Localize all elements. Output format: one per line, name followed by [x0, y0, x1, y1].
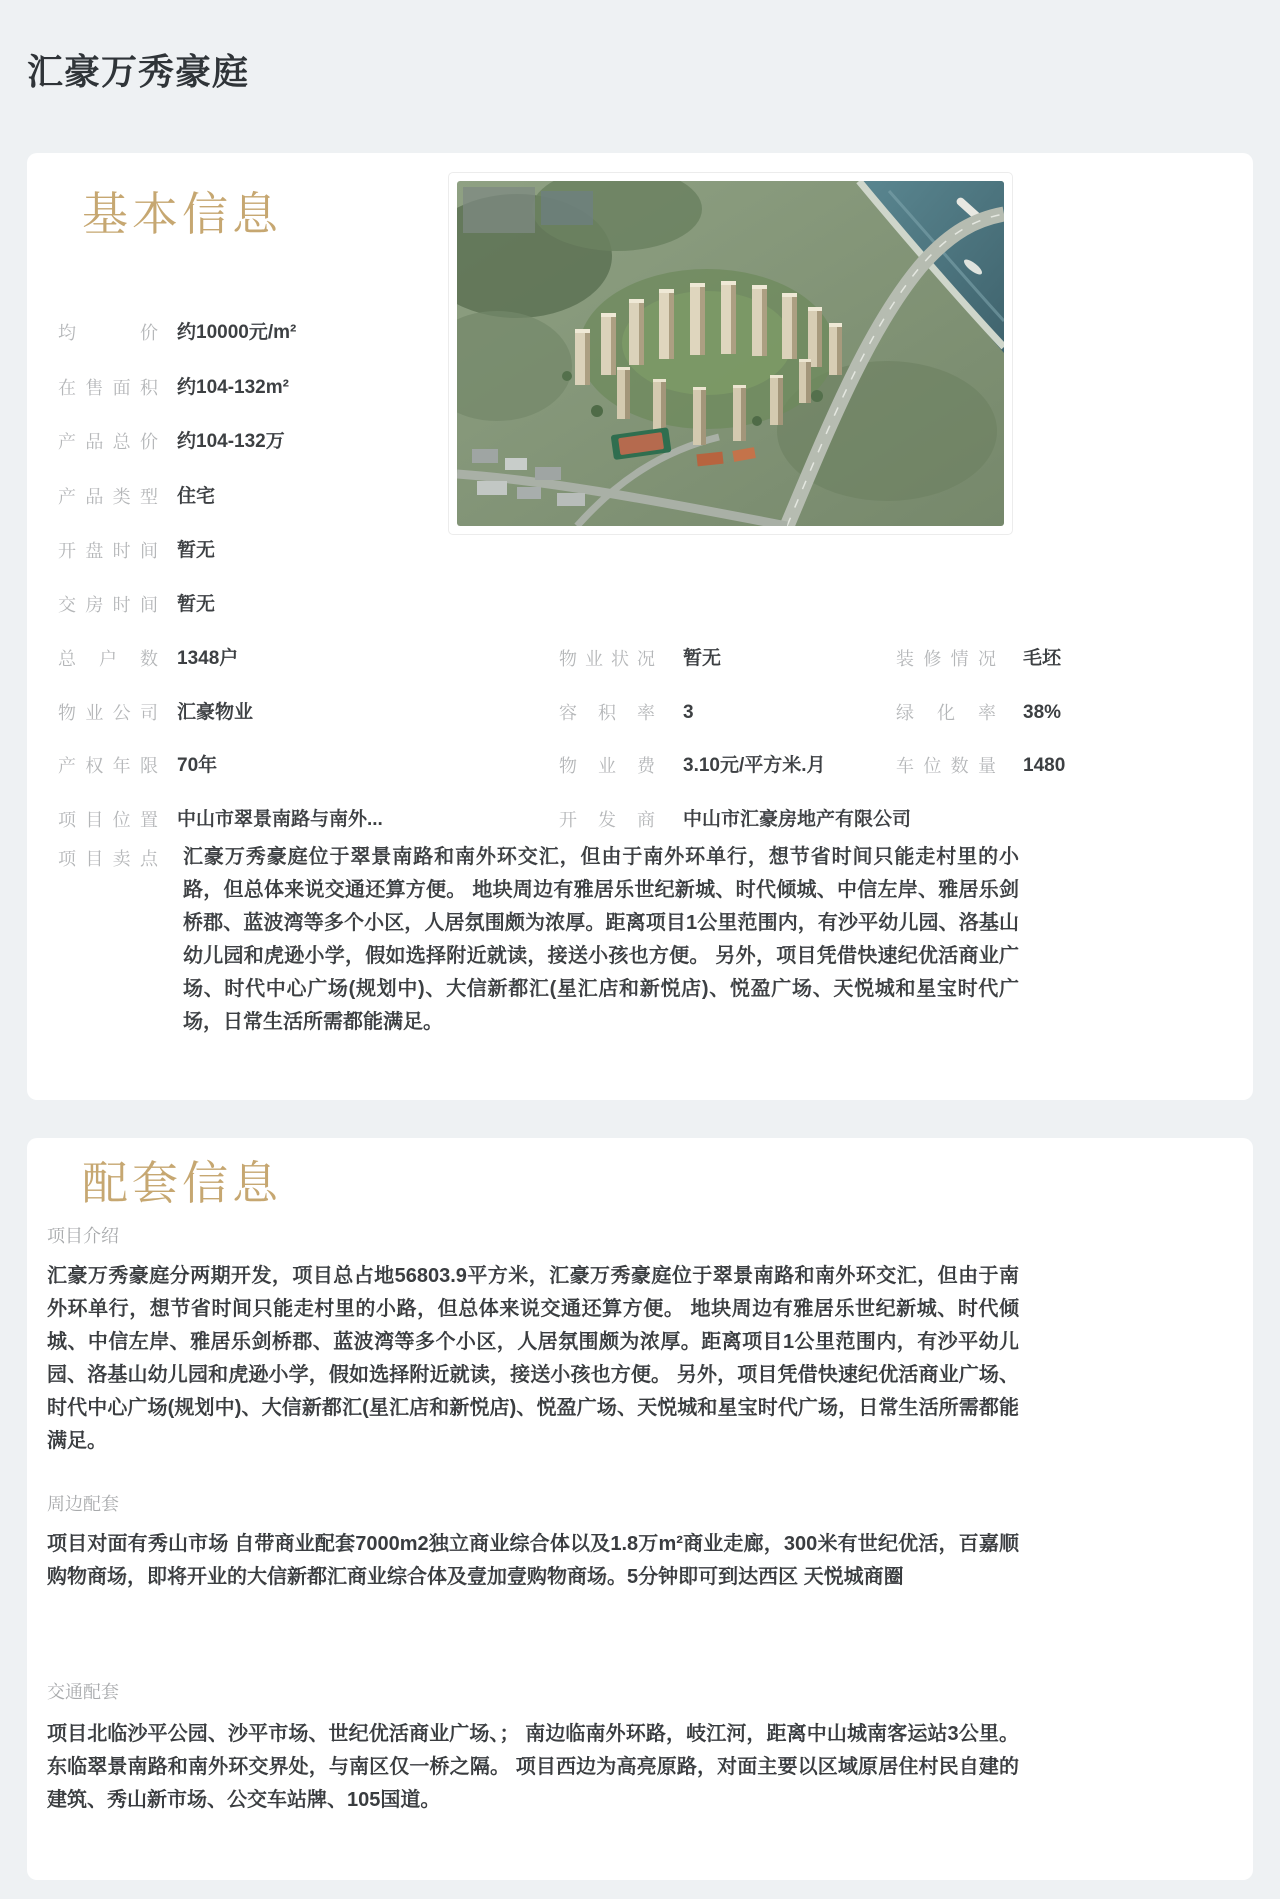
field-value-truncated[interactable]: 中山市翠景南路与南外... — [177, 809, 383, 830]
selling-point-text: 汇豪万秀豪庭位于翠景南路和南外环交汇，但由于南外环单行，想节省时间只能走村里的小路，但总体来说交通还算方便。 地块周边有雅居乐世纪新城、时代倾城、中信左岸、雅居乐剑桥郡、蓝波湾等多个小区，人居氛围颇为浓厚。距离项目1公里范围内，有沙平幼儿园、洛基山幼儿园和虎逊小学，假如选择附近就读，接送小孩也方便。 另外，项目凭借快速纪优活商业广场、时代中心广场(规划中)、大信新都汇(星汇店和新悦店)、悦盈广场、天悦城和星宝时代广场，日常生活所需都能满足。 — [183, 846, 1019, 1033]
table-row — [27, 429, 1253, 457]
field-label: 在售面积 — [58, 378, 158, 398]
block-label-surrounding: 周边配套 — [47, 1494, 119, 1514]
project-rendering-image[interactable] — [448, 172, 1013, 535]
field-label: 开盘时间 — [58, 541, 158, 561]
aerial-rendering-graphic — [457, 181, 1004, 526]
facility-section-title: 配套信息 — [82, 1157, 282, 1209]
field-label: 容积率 — [559, 703, 655, 723]
field-value: 70年 — [177, 755, 218, 776]
selling-point-label: 项目卖点 — [58, 849, 158, 869]
facility-info-card — [27, 1138, 1253, 1880]
table-row — [27, 807, 1253, 835]
field-value: 住宅 — [177, 486, 216, 507]
field-label: 车位数量 — [896, 756, 996, 776]
field-value: 38% — [1023, 702, 1062, 723]
field-label: 装修情况 — [896, 649, 996, 669]
table-row — [27, 538, 1253, 566]
field-label: 绿化率 — [896, 703, 996, 723]
block-label-project-intro: 项目介绍 — [47, 1226, 119, 1246]
page-title: 汇豪万秀豪庭 — [27, 51, 250, 93]
field-label: 交房时间 — [58, 595, 158, 615]
field-label: 总户数 — [58, 649, 158, 669]
field-label: 物业状况 — [559, 649, 655, 669]
field-value: 暂无 — [683, 648, 722, 669]
field-value: 1480 — [1023, 755, 1066, 776]
table-row — [27, 646, 1253, 674]
field-value: 汇豪物业 — [177, 702, 254, 723]
block-label-traffic: 交通配套 — [47, 1682, 119, 1702]
field-label: 项目位置 — [58, 810, 158, 830]
field-value: 1348户 — [177, 648, 239, 669]
field-value: 3 — [683, 702, 694, 723]
field-label: 均价 — [58, 323, 158, 343]
field-label: 物业公司 — [58, 703, 158, 723]
table-row — [27, 375, 1253, 403]
field-value: 约104-132m² — [177, 377, 289, 398]
field-label: 开发商 — [559, 810, 655, 830]
table-row — [27, 484, 1253, 512]
field-label: 产权年限 — [58, 756, 158, 776]
table-row — [27, 753, 1253, 781]
field-value: 中山市汇豪房地产有限公司 — [683, 809, 912, 830]
basic-section-title: 基本信息 — [82, 188, 282, 240]
table-row — [27, 320, 1253, 348]
field-value: 毛坯 — [1023, 648, 1062, 669]
table-row — [27, 700, 1253, 728]
field-value: 暂无 — [177, 594, 216, 615]
block-text-traffic: 项目北临沙平公园、沙平市场、世纪优活商业广场、； 南边临南外环路，岐江河，距离中山城南客运站3公里。 东临翠景南路和南外环交界处，与南区仅一桥之隔。 项目西边为高亮原路，对面主要以区域原居住村民自建的建筑、秀山新市场、公交车站牌、105国道。 — [47, 1723, 1019, 1811]
block-text-surrounding: 项目对面有秀山市场 自带商业配套7000m2独立商业综合体以及1.8万m²商业走廊，300米有世纪优活，百嘉顺购物商场，即将开业的大信新都汇商业综合体及壹加壹购物商场。5分钟即可到达西区 天悦城商圈 — [47, 1533, 1019, 1588]
field-label: 物业费 — [559, 756, 655, 776]
field-value: 暂无 — [177, 540, 216, 561]
basic-info-card — [27, 153, 1253, 1100]
field-label: 产品总价 — [58, 432, 158, 452]
block-text-project-intro: 汇豪万秀豪庭分两期开发，项目总占地56803.9平方米，汇豪万秀豪庭位于翠景南路和南外环交汇，但由于南外环单行，想节省时间只能走村里的小路，但总体来说交通还算方便。 地块周边有雅居乐世纪新城、时代倾城、中信左岸、雅居乐剑桥郡、蓝波湾等多个小区，人居氛围颇为浓厚。距离项目1公里范围内，有沙平幼儿园、洛基山幼儿园和虎逊小学，假如选择附近就读，接送小孩也方便。 另外，项目凭借快速纪优活商业广场、时代中心广场(规划中)、大信新都汇(星汇店和新悦店)、悦盈广场、天悦城和星宝时代广场，日常生活所需都能满足。 — [47, 1265, 1019, 1452]
field-value: 约104-132万 — [177, 431, 285, 452]
table-row — [27, 592, 1253, 620]
field-value: 约10000元/m² — [177, 322, 297, 343]
field-label: 产品类型 — [58, 487, 158, 507]
field-value: 3.10元/平方米.月 — [683, 755, 826, 776]
